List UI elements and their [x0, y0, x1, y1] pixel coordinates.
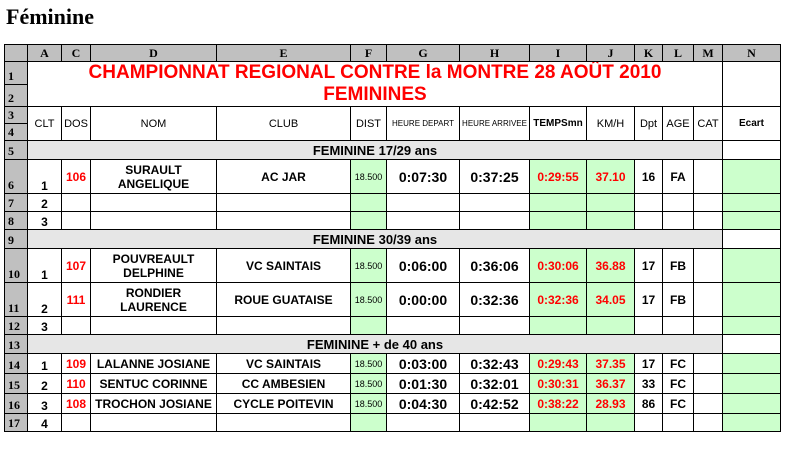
- column-header-k[interactable]: K: [635, 45, 663, 62]
- name-cell[interactable]: LALANNE JOSIANE: [91, 354, 217, 374]
- distance-cell[interactable]: 18.500: [351, 374, 387, 394]
- age-cell[interactable]: FB: [663, 249, 694, 283]
- rank-cell[interactable]: 3: [28, 394, 62, 414]
- header-age[interactable]: AGE: [663, 107, 694, 141]
- header-heure-depart[interactable]: HEURE DEPART: [387, 107, 460, 141]
- speed-cell[interactable]: [587, 317, 635, 335]
- start-time-cell[interactable]: 0:00:00: [387, 283, 460, 317]
- name-cell[interactable]: [91, 317, 217, 335]
- name-line: DELPHINE: [123, 265, 184, 280]
- name-line: LAURENCE: [120, 299, 187, 314]
- name-line: POUVREAULT: [112, 251, 195, 266]
- name-cell[interactable]: [91, 160, 217, 194]
- header-clt[interactable]: CLT: [28, 107, 62, 141]
- table-row: [5, 317, 781, 335]
- table-row: [5, 374, 781, 394]
- row-number[interactable]: 3: [5, 107, 28, 124]
- results-spreadsheet: [4, 44, 781, 432]
- department-cell[interactable]: 33: [635, 374, 663, 394]
- bib-cell[interactable]: 106: [62, 160, 91, 194]
- section-title[interactable]: FEMININE + de 40 ans: [28, 335, 723, 354]
- section-title[interactable]: FEMININE 17/29 ans: [28, 141, 723, 160]
- cell[interactable]: [723, 62, 781, 107]
- gap-cell[interactable]: [723, 283, 781, 317]
- category-cell[interactable]: [694, 283, 723, 317]
- row-number[interactable]: 15: [5, 374, 28, 394]
- department-cell[interactable]: [635, 194, 663, 212]
- select-all-corner[interactable]: [5, 45, 28, 62]
- name-line: ANGELIQUE: [117, 176, 190, 191]
- start-time-cell[interactable]: 0:06:00: [387, 249, 460, 283]
- department-cell[interactable]: [635, 212, 663, 230]
- gap-cell[interactable]: [723, 394, 781, 414]
- speed-cell[interactable]: [587, 414, 635, 432]
- distance-cell[interactable]: [351, 317, 387, 335]
- category-cell[interactable]: [694, 160, 723, 194]
- row-number[interactable]: 4: [5, 124, 28, 141]
- row-number[interactable]: 7: [5, 194, 28, 212]
- finish-time-cell[interactable]: 0:32:43: [460, 354, 530, 374]
- start-time-cell[interactable]: [387, 414, 460, 432]
- time-cell[interactable]: [530, 194, 587, 212]
- header-temps[interactable]: TEMPSmn: [530, 107, 587, 141]
- row-number[interactable]: 12: [5, 317, 28, 335]
- speed-cell[interactable]: 28.93: [587, 394, 635, 414]
- row-number[interactable]: 17: [5, 414, 28, 432]
- column-header-g[interactable]: G: [387, 45, 460, 62]
- time-cell[interactable]: [530, 212, 587, 230]
- club-cell[interactable]: VC SAINTAIS: [217, 249, 351, 283]
- age-cell[interactable]: [663, 317, 694, 335]
- department-cell[interactable]: 86: [635, 394, 663, 414]
- club-cell[interactable]: ROUE GUATAISE: [217, 283, 351, 317]
- section-row: [5, 230, 781, 249]
- age-cell[interactable]: [663, 212, 694, 230]
- rank-cell[interactable]: 1: [28, 249, 62, 283]
- header-dist[interactable]: DIST: [351, 107, 387, 141]
- name-cell[interactable]: [91, 414, 217, 432]
- finish-time-cell[interactable]: [460, 212, 530, 230]
- speed-cell[interactable]: 36.88: [587, 249, 635, 283]
- column-header-m[interactable]: M: [694, 45, 723, 62]
- distance-cell[interactable]: [351, 212, 387, 230]
- rank-cell[interactable]: 2: [28, 194, 62, 212]
- row-number[interactable]: 14: [5, 354, 28, 374]
- age-cell[interactable]: FB: [663, 283, 694, 317]
- title-row: [5, 62, 781, 85]
- column-header-a[interactable]: A: [28, 45, 62, 62]
- age-cell[interactable]: [663, 194, 694, 212]
- header-dpt[interactable]: Dpt: [635, 107, 663, 141]
- distance-cell[interactable]: 18.500: [351, 249, 387, 283]
- rank-cell[interactable]: 3: [28, 212, 62, 230]
- club-cell[interactable]: AC JAR: [217, 160, 351, 194]
- category-cell[interactable]: [694, 414, 723, 432]
- department-cell[interactable]: [635, 317, 663, 335]
- bib-cell[interactable]: [62, 212, 91, 230]
- club-cell[interactable]: CYCLE POITEVIN: [217, 394, 351, 414]
- title-line-1: CHAMPIONNAT REGIONAL CONTRE la MONTRE 28 AOÛT 2010: [88, 62, 662, 83]
- distance-cell[interactable]: 18.500: [351, 354, 387, 374]
- department-cell[interactable]: [635, 414, 663, 432]
- time-cell[interactable]: [530, 414, 587, 432]
- club-cell[interactable]: CC AMBESIEN: [217, 374, 351, 394]
- distance-cell[interactable]: [351, 414, 387, 432]
- table-row: [5, 194, 781, 212]
- header-nom[interactable]: NOM: [91, 107, 217, 141]
- speed-cell[interactable]: [587, 194, 635, 212]
- column-header-c[interactable]: C: [62, 45, 91, 62]
- name-cell[interactable]: SENTUC CORINNE: [91, 374, 217, 394]
- header-ecart[interactable]: Ecart: [723, 107, 781, 141]
- time-cell[interactable]: 0:38:22: [530, 394, 587, 414]
- gap-cell[interactable]: [723, 414, 781, 432]
- row-number[interactable]: 13: [5, 335, 28, 354]
- speed-cell[interactable]: 37.10: [587, 160, 635, 194]
- bib-cell[interactable]: 110: [62, 374, 91, 394]
- rank-cell[interactable]: 2: [28, 374, 62, 394]
- distance-cell[interactable]: 18.500: [351, 283, 387, 317]
- time-cell[interactable]: 0:30:31: [530, 374, 587, 394]
- speed-cell[interactable]: 34.05: [587, 283, 635, 317]
- speed-cell[interactable]: [587, 212, 635, 230]
- column-header-e[interactable]: E: [217, 45, 351, 62]
- gap-cell[interactable]: [723, 317, 781, 335]
- bib-cell[interactable]: 107: [62, 249, 91, 283]
- column-header-n[interactable]: N: [723, 45, 781, 62]
- bib-cell[interactable]: [62, 317, 91, 335]
- column-header-l[interactable]: L: [663, 45, 694, 62]
- department-cell[interactable]: 17: [635, 354, 663, 374]
- bib-cell[interactable]: 111: [62, 283, 91, 317]
- finish-time-cell[interactable]: 0:32:01: [460, 374, 530, 394]
- table-row: [5, 212, 781, 230]
- row-number[interactable]: 5: [5, 141, 28, 160]
- row-number[interactable]: 10: [5, 249, 28, 283]
- finish-time-cell[interactable]: 0:42:52: [460, 394, 530, 414]
- time-cell[interactable]: 0:29:43: [530, 354, 587, 374]
- bib-cell[interactable]: [62, 194, 91, 212]
- finish-time-cell[interactable]: [460, 194, 530, 212]
- department-cell[interactable]: 17: [635, 283, 663, 317]
- category-cell[interactable]: [694, 354, 723, 374]
- gap-cell[interactable]: [723, 194, 781, 212]
- rank-cell[interactable]: 1: [28, 160, 62, 194]
- distance-cell[interactable]: 18.500: [351, 160, 387, 194]
- section-row: [5, 141, 781, 160]
- club-cell[interactable]: [217, 194, 351, 212]
- category-cell[interactable]: [694, 317, 723, 335]
- name-cell[interactable]: [91, 212, 217, 230]
- name-line: SURAULT: [125, 162, 182, 177]
- club-cell[interactable]: [217, 212, 351, 230]
- speed-cell[interactable]: 36.37: [587, 374, 635, 394]
- start-time-cell[interactable]: [387, 194, 460, 212]
- cell[interactable]: [723, 230, 781, 249]
- rank-cell[interactable]: 1: [28, 354, 62, 374]
- table-row: [5, 283, 781, 317]
- table-row: [5, 249, 781, 283]
- row-number[interactable]: 9: [5, 230, 28, 249]
- bib-cell[interactable]: [62, 414, 91, 432]
- department-cell[interactable]: 17: [635, 249, 663, 283]
- club-cell[interactable]: [217, 414, 351, 432]
- finish-time-cell[interactable]: 0:37:25: [460, 160, 530, 194]
- bib-cell[interactable]: 109: [62, 354, 91, 374]
- rank-cell[interactable]: 4: [28, 414, 62, 432]
- start-time-cell[interactable]: 0:03:00: [387, 354, 460, 374]
- time-cell[interactable]: [530, 317, 587, 335]
- finish-time-cell[interactable]: 0:36:06: [460, 249, 530, 283]
- header-cat[interactable]: CAT: [694, 107, 723, 141]
- category-cell[interactable]: [694, 394, 723, 414]
- table-row: [5, 354, 781, 374]
- page-title: Féminine: [6, 4, 94, 29]
- section-row: [5, 335, 781, 354]
- club-cell[interactable]: [217, 317, 351, 335]
- name-cell[interactable]: [91, 194, 217, 212]
- age-cell[interactable]: FC: [663, 354, 694, 374]
- column-header-f[interactable]: F: [351, 45, 387, 62]
- gap-cell[interactable]: [723, 212, 781, 230]
- start-time-cell[interactable]: 0:04:30: [387, 394, 460, 414]
- name-cell[interactable]: TROCHON JOSIANE: [91, 394, 217, 414]
- column-header-h[interactable]: H: [460, 45, 530, 62]
- age-cell[interactable]: FA: [663, 160, 694, 194]
- section-title[interactable]: FEMININE 30/39 ans: [28, 230, 723, 249]
- row-number[interactable]: 1: [5, 62, 28, 85]
- category-cell[interactable]: [694, 249, 723, 283]
- distance-cell[interactable]: 18.500: [351, 394, 387, 414]
- club-cell[interactable]: VC SAINTAIS: [217, 354, 351, 374]
- gap-cell[interactable]: [723, 354, 781, 374]
- finish-time-cell[interactable]: 0:32:36: [460, 283, 530, 317]
- name-cell[interactable]: [91, 249, 217, 283]
- time-cell[interactable]: 0:32:36: [530, 283, 587, 317]
- row-number[interactable]: 11: [5, 283, 28, 317]
- start-time-cell[interactable]: 0:07:30: [387, 160, 460, 194]
- start-time-cell[interactable]: [387, 212, 460, 230]
- gap-cell[interactable]: [723, 374, 781, 394]
- finish-time-cell[interactable]: [460, 317, 530, 335]
- gap-cell[interactable]: [723, 249, 781, 283]
- row-number[interactable]: 16: [5, 394, 28, 414]
- row-number[interactable]: 2: [5, 84, 28, 107]
- header-dos[interactable]: DOS: [62, 107, 91, 141]
- gap-cell[interactable]: [723, 160, 781, 194]
- category-cell[interactable]: [694, 374, 723, 394]
- time-cell[interactable]: 0:30:06: [530, 249, 587, 283]
- name-line: RONDIER: [125, 285, 182, 300]
- start-time-cell[interactable]: [387, 317, 460, 335]
- column-header-j[interactable]: J: [587, 45, 635, 62]
- age-cell[interactable]: FC: [663, 374, 694, 394]
- finish-time-cell[interactable]: [460, 414, 530, 432]
- column-header-row: [5, 45, 781, 62]
- table-row: [5, 394, 781, 414]
- cell[interactable]: [723, 141, 781, 160]
- header-row: [5, 107, 781, 124]
- cell[interactable]: [723, 335, 781, 354]
- department-cell[interactable]: 16: [635, 160, 663, 194]
- category-cell[interactable]: [694, 212, 723, 230]
- bib-cell[interactable]: 108: [62, 394, 91, 414]
- table-row: [5, 160, 781, 194]
- row-number[interactable]: 6: [5, 160, 28, 194]
- rank-cell[interactable]: 3: [28, 317, 62, 335]
- column-header-i[interactable]: I: [530, 45, 587, 62]
- start-time-cell[interactable]: 0:01:30: [387, 374, 460, 394]
- age-cell[interactable]: FC: [663, 394, 694, 414]
- category-cell[interactable]: [694, 194, 723, 212]
- title-line-2: FEMININES: [323, 84, 427, 105]
- age-cell[interactable]: [663, 414, 694, 432]
- rank-cell[interactable]: 2: [28, 283, 62, 317]
- header-kmh[interactable]: KM/H: [587, 107, 635, 141]
- name-cell[interactable]: [91, 283, 217, 317]
- column-header-d[interactable]: D: [91, 45, 217, 62]
- distance-cell[interactable]: [351, 194, 387, 212]
- table-row: [5, 414, 781, 432]
- speed-cell[interactable]: 37.35: [587, 354, 635, 374]
- championship-title[interactable]: [28, 62, 723, 107]
- header-heure-arrivee[interactable]: HEURE ARRIVEE: [460, 107, 530, 141]
- time-cell[interactable]: 0:29:55: [530, 160, 587, 194]
- header-club[interactable]: CLUB: [217, 107, 351, 141]
- row-number[interactable]: 8: [5, 212, 28, 230]
